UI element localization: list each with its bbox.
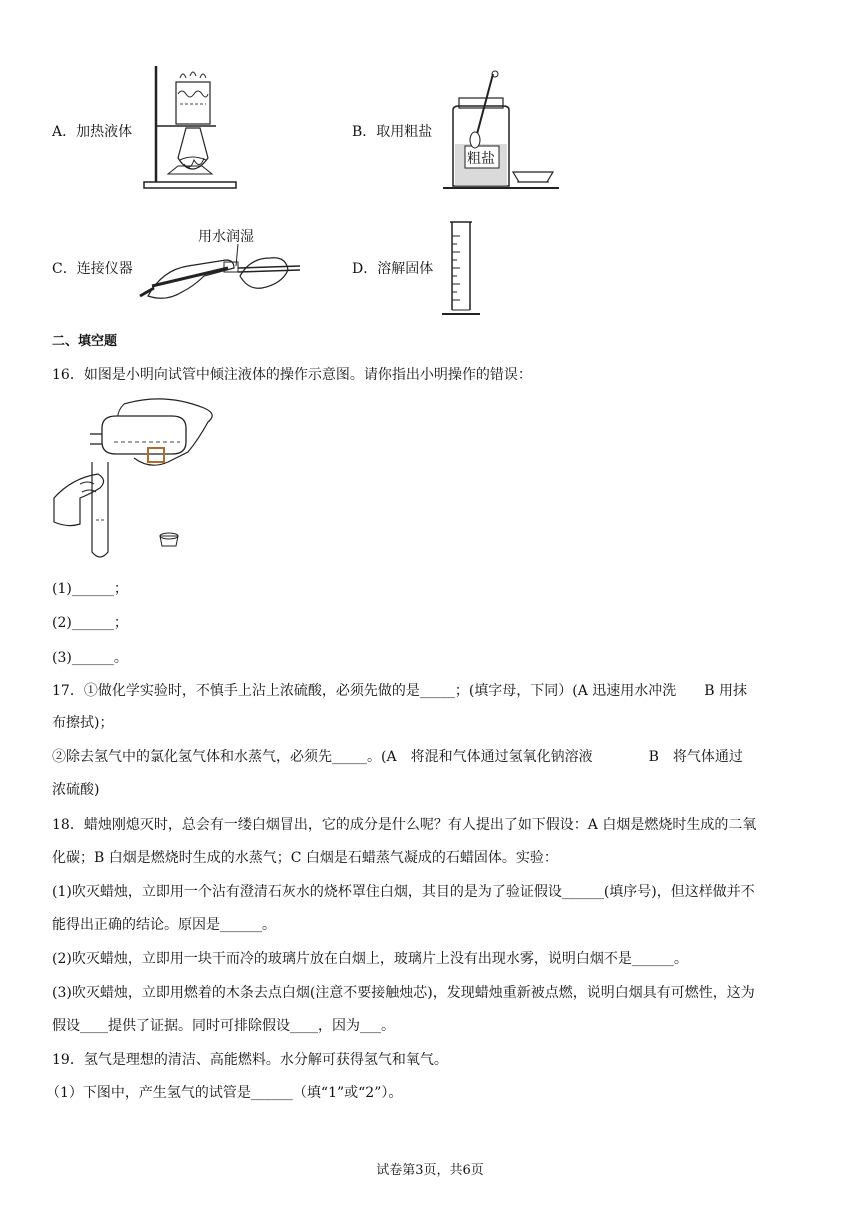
option-c-label: C．连接仪器	[52, 261, 133, 277]
section-title: 二、填空题	[52, 334, 118, 349]
page-footer: 试卷第3页，共6页	[376, 1163, 484, 1178]
q16-blank-3: (3)______。	[52, 650, 128, 666]
q16-blank-1: (1)______；	[52, 581, 128, 597]
q17-line-1: 17．①做化学实验时，不慎手上沾上浓硫酸，必须先做的是_____；(填字母，下同）(A 迅速用水冲洗 B 用抹	[52, 683, 748, 699]
heating-liquid-figure	[140, 64, 240, 190]
q18-line-5: (2)吹灭蜡烛，立即用一块干而冷的玻璃片放在白烟上，玻璃片上没有出现水雾，说明白烟不是______。	[52, 951, 688, 967]
q18-line-6: (3)吹灭蜡烛，立即用燃着的木条去点白烟(注意不要接触烛芯)，发现蜡烛重新被点燃，说明白烟具有可燃性，这为	[52, 985, 755, 1001]
q19-line-2: （1）下图中，产生氢气的试管是______（填“1”或“2”）。	[46, 1085, 403, 1101]
option-a-label: A．加热液体	[52, 124, 133, 140]
pouring-liquid-figure	[54, 398, 244, 560]
q18-line-2: 化碳；B 白烟是燃烧时生成的水蒸气；C 白烟是石蜡蒸气凝成的石蜡固体。实验：	[52, 850, 558, 866]
q16-blank-2: (2)______；	[52, 615, 128, 631]
connecting-apparatus-figure	[140, 244, 302, 308]
q18-line-1: 18．蜡烛刚熄灭时，总会有一缕白烟冒出，它的成分是什么呢？有人提出了如下假设：A 白烟是燃烧时生成的二氧	[52, 817, 757, 833]
graduated-cylinder-figure	[440, 220, 480, 320]
option-b-label: B．取用粗盐	[352, 124, 433, 140]
q17-line-2: 布擦拭)；	[52, 715, 114, 731]
option-d-label: D．溶解固体	[352, 261, 434, 277]
q18-line-3: (1)吹灭蜡烛，立即用一个沾有澄清石灰水的烧杯罩住白烟，其目的是为了验证假设______(填序号)，但这样做并不	[52, 884, 755, 900]
q19-line-1: 19．氢气是理想的清洁、高能燃料。水分解可获得氢气和氧气。	[52, 1052, 448, 1068]
salt-label: 粗盐	[467, 151, 495, 167]
q17-line-4: 浓硫酸)	[52, 782, 100, 798]
q18-line-7: 假设____提供了证据。同时可排除假设____，因为___。	[52, 1018, 395, 1034]
q16-stem: 16．如图是小明向试管中倾注液体的操作示意图。请你指出小明操作的错误：	[52, 367, 532, 383]
q18-line-4: 能得出正确的结论。原因是______。	[52, 917, 276, 933]
q17-line-3: ②除去氢气中的氯化氢气体和水蒸气，必须先_____。(A 将混和气体通过氢氧化钠溶液 B 将气体通过	[52, 749, 743, 765]
wet-label: 用水润湿	[198, 229, 254, 245]
salt-jar-figure	[443, 70, 563, 194]
